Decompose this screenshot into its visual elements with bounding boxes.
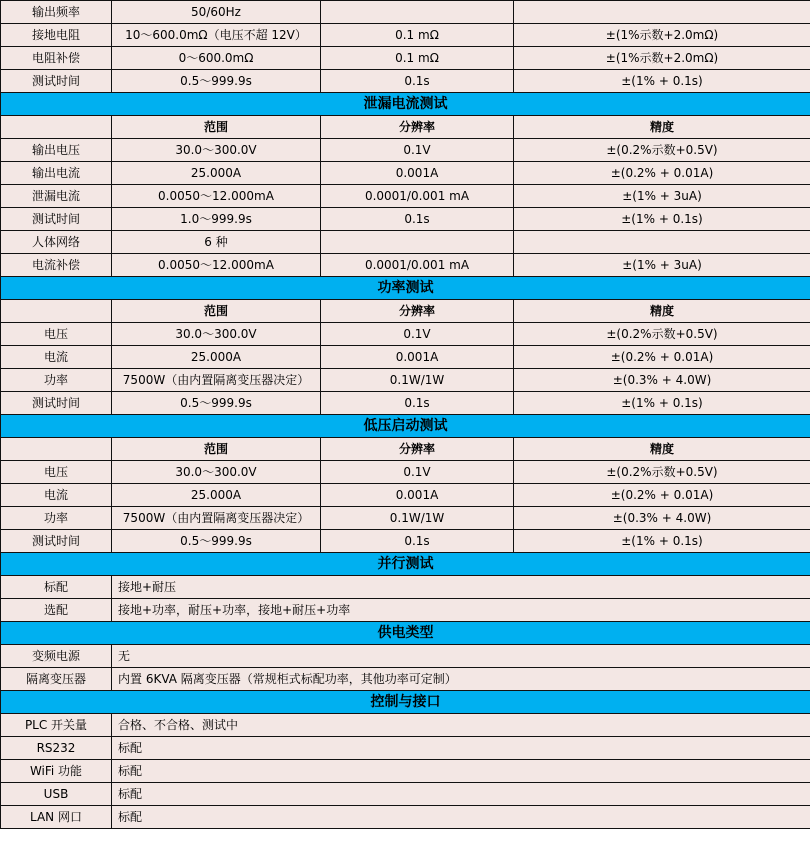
value-cell: 接地+功率，耐压+功率，接地+耐压+功率 — [112, 599, 810, 622]
table-row — [1, 254, 810, 277]
table-row — [1, 70, 810, 93]
table-row — [1, 507, 810, 530]
range-cell: 7500W（由内置隔离变压器决定） — [112, 507, 321, 530]
accuracy-cell: ±(1% + 0.1s) — [514, 530, 810, 553]
resolution-cell: 0.1W/1W — [321, 369, 514, 392]
range-cell: 6 种 — [112, 231, 321, 254]
resolution-cell: 0.1W/1W — [321, 507, 514, 530]
resolution-cell: 0.1 mΩ — [321, 47, 514, 70]
table-row — [1, 231, 810, 254]
range-cell: 0～600.0mΩ — [112, 47, 321, 70]
range-cell: 50/60Hz — [112, 1, 321, 24]
value-cell: 无 — [112, 645, 810, 668]
accuracy-cell: ±(0.2% + 0.01A) — [514, 346, 810, 369]
column-header: 精度 — [514, 300, 810, 323]
range-cell: 0.5～999.9s — [112, 392, 321, 415]
row-label: 人体网络 — [1, 231, 112, 254]
table-row — [1, 714, 810, 737]
accuracy-cell: ±(1%示数+2.0mΩ) — [514, 47, 810, 70]
range-cell: 30.0～300.0V — [112, 323, 321, 346]
column-header: 分辨率 — [321, 116, 514, 139]
section-header-row — [1, 93, 810, 116]
range-cell: 30.0～300.0V — [112, 461, 321, 484]
column-header: 精度 — [514, 438, 810, 461]
column-header: 范围 — [112, 116, 321, 139]
table-row — [1, 599, 810, 622]
row-label: 输出电压 — [1, 139, 112, 162]
row-label: 测试时间 — [1, 392, 112, 415]
table-row — [1, 162, 810, 185]
row-label: 电流 — [1, 484, 112, 507]
section-title: 泄漏电流测试 — [1, 93, 810, 116]
resolution-cell: 0.1V — [321, 139, 514, 162]
table-row — [1, 139, 810, 162]
section-title: 并行测试 — [1, 553, 810, 576]
table-row — [1, 24, 810, 47]
row-label: 接地电阻 — [1, 24, 112, 47]
accuracy-cell: ±(0.3% + 4.0W) — [514, 507, 810, 530]
row-label: 电压 — [1, 323, 112, 346]
table-row — [1, 484, 810, 507]
column-header: 精度 — [514, 116, 810, 139]
resolution-cell: 0.1V — [321, 323, 514, 346]
row-label: 测试时间 — [1, 208, 112, 231]
range-cell: 0.5～999.9s — [112, 70, 321, 93]
value-cell: 接地+耐压 — [112, 576, 810, 599]
row-label: 测试时间 — [1, 530, 112, 553]
value-cell: 标配 — [112, 783, 810, 806]
value-cell: 标配 — [112, 760, 810, 783]
resolution-cell — [321, 1, 514, 24]
value-cell: 标配 — [112, 806, 810, 829]
section-header-row — [1, 691, 810, 714]
row-label: 电压 — [1, 461, 112, 484]
value-cell: 标配 — [112, 737, 810, 760]
resolution-cell: 0.001A — [321, 346, 514, 369]
row-label: 电流补偿 — [1, 254, 112, 277]
range-cell: 0.0050～12.000mA — [112, 254, 321, 277]
row-label: 输出电流 — [1, 162, 112, 185]
resolution-cell: 0.001A — [321, 162, 514, 185]
row-label: 电流 — [1, 346, 112, 369]
column-header — [1, 116, 112, 139]
table-row — [1, 461, 810, 484]
row-label: 变频电源 — [1, 645, 112, 668]
column-header: 范围 — [112, 438, 321, 461]
accuracy-cell: ±(0.3% + 4.0W) — [514, 369, 810, 392]
resolution-cell: 0.001A — [321, 484, 514, 507]
section-title: 功率测试 — [1, 277, 810, 300]
column-header: 分辨率 — [321, 300, 514, 323]
resolution-cell: 0.0001/0.001 mA — [321, 254, 514, 277]
range-cell: 30.0～300.0V — [112, 139, 321, 162]
resolution-cell: 0.0001/0.001 mA — [321, 185, 514, 208]
table-row — [1, 576, 810, 599]
accuracy-cell: ±(1% + 3uA) — [514, 185, 810, 208]
table-row — [1, 806, 810, 829]
range-cell: 1.0～999.9s — [112, 208, 321, 231]
row-label: 功率 — [1, 507, 112, 530]
accuracy-cell — [514, 1, 810, 24]
accuracy-cell: ±(1%示数+2.0mΩ) — [514, 24, 810, 47]
range-cell: 10～600.0mΩ（电压不超 12V） — [112, 24, 321, 47]
accuracy-cell: ±(1% + 0.1s) — [514, 70, 810, 93]
column-header-row — [1, 116, 810, 139]
range-cell: 7500W（由内置隔离变压器决定） — [112, 369, 321, 392]
range-cell: 0.5～999.9s — [112, 530, 321, 553]
accuracy-cell: ±(0.2%示数+0.5V) — [514, 139, 810, 162]
table-row — [1, 645, 810, 668]
table-row — [1, 668, 810, 691]
range-cell: 25.000A — [112, 346, 321, 369]
resolution-cell: 0.1s — [321, 70, 514, 93]
section-title: 低压启动测试 — [1, 415, 810, 438]
section-title: 供电类型 — [1, 622, 810, 645]
table-row — [1, 323, 810, 346]
table-row — [1, 47, 810, 70]
table-row — [1, 737, 810, 760]
table-row — [1, 783, 810, 806]
value-cell: 内置 6KVA 隔离变压器（常规柜式标配功率，其他功率可定制） — [112, 668, 810, 691]
resolution-cell — [321, 231, 514, 254]
value-cell: 合格、不合格、测试中 — [112, 714, 810, 737]
row-label: WiFi 功能 — [1, 760, 112, 783]
accuracy-cell: ±(1% + 0.1s) — [514, 208, 810, 231]
row-label: 泄漏电流 — [1, 185, 112, 208]
table-row — [1, 346, 810, 369]
column-header-row — [1, 438, 810, 461]
range-cell: 25.000A — [112, 484, 321, 507]
row-label: 电阻补偿 — [1, 47, 112, 70]
row-label: 标配 — [1, 576, 112, 599]
table-row — [1, 760, 810, 783]
section-header-row — [1, 553, 810, 576]
row-label: 功率 — [1, 369, 112, 392]
accuracy-cell: ±(0.2%示数+0.5V) — [514, 461, 810, 484]
accuracy-cell: ±(1% + 0.1s) — [514, 392, 810, 415]
range-cell: 25.000A — [112, 162, 321, 185]
accuracy-cell: ±(0.2% + 0.01A) — [514, 162, 810, 185]
resolution-cell: 0.1s — [321, 392, 514, 415]
accuracy-cell: ±(0.2%示数+0.5V) — [514, 323, 810, 346]
section-header-row — [1, 415, 810, 438]
column-header-row — [1, 300, 810, 323]
range-cell: 0.0050～12.000mA — [112, 185, 321, 208]
table-row — [1, 1, 810, 24]
column-header: 分辨率 — [321, 438, 514, 461]
column-header: 范围 — [112, 300, 321, 323]
resolution-cell: 0.1s — [321, 208, 514, 231]
table-row — [1, 208, 810, 231]
row-label: PLC 开关量 — [1, 714, 112, 737]
column-header — [1, 438, 112, 461]
row-label: 输出频率 — [1, 1, 112, 24]
resolution-cell: 0.1 mΩ — [321, 24, 514, 47]
section-title: 控制与接口 — [1, 691, 810, 714]
section-header-row — [1, 277, 810, 300]
accuracy-cell: ±(0.2% + 0.01A) — [514, 484, 810, 507]
table-row — [1, 369, 810, 392]
section-header-row — [1, 622, 810, 645]
resolution-cell: 0.1s — [321, 530, 514, 553]
resolution-cell: 0.1V — [321, 461, 514, 484]
row-label: 测试时间 — [1, 70, 112, 93]
table-row — [1, 530, 810, 553]
table-row — [1, 185, 810, 208]
accuracy-cell: ±(1% + 3uA) — [514, 254, 810, 277]
table-row — [1, 392, 810, 415]
row-label: 选配 — [1, 599, 112, 622]
row-label: LAN 网口 — [1, 806, 112, 829]
row-label: RS232 — [1, 737, 112, 760]
accuracy-cell — [514, 231, 810, 254]
column-header — [1, 300, 112, 323]
row-label: 隔离变压器 — [1, 668, 112, 691]
row-label: USB — [1, 783, 112, 806]
